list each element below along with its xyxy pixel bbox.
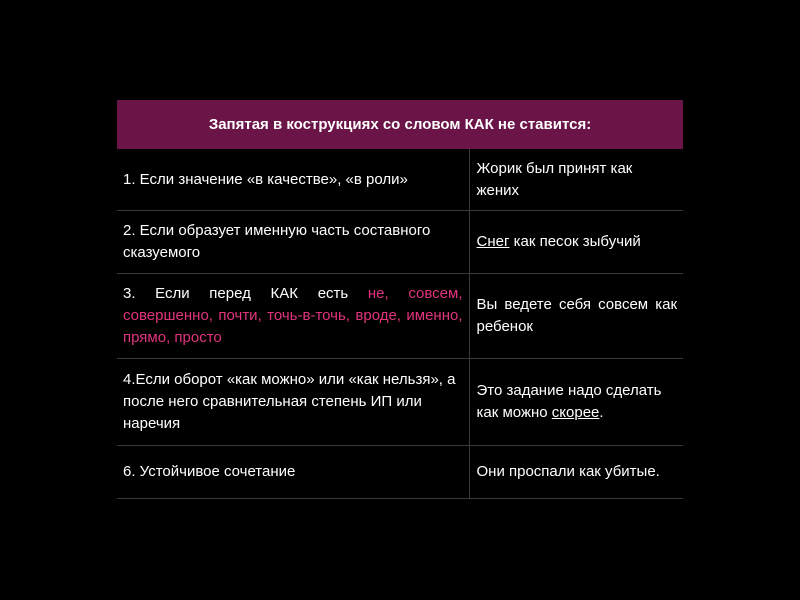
example-text: .	[599, 404, 604, 421]
rule-cell: 4.Если оборот «как можно» или «как нельзя», а после него сравнительная степень ИП или наречия	[117, 359, 469, 446]
example-text: как песок зыбучий	[509, 233, 641, 250]
example-cell: Они проспали как убитые.	[469, 446, 683, 499]
underlined-word: скорее	[551, 404, 600, 421]
table-row	[117, 359, 683, 446]
table-row	[117, 274, 683, 359]
rules-table	[117, 100, 683, 499]
highlighted-words: не, совсем, совершенно, почти, точь-в-точь, вроде, именно, прямо, просто	[123, 285, 463, 346]
underlined-word: Снег	[476, 233, 510, 250]
rule-cell: 6. Устойчивое сочетание	[117, 446, 469, 499]
rule-cell: 1. Если значение «в качестве», «в роли»	[117, 149, 469, 211]
example-cell	[469, 359, 683, 446]
table-row	[117, 211, 683, 274]
rule-cell	[117, 274, 469, 359]
example-cell	[469, 211, 683, 274]
table-row	[117, 149, 683, 211]
table-header-row	[117, 100, 683, 149]
example-cell: Жорик был принят как жених	[469, 149, 683, 211]
table-header: Запятая в кострукциях со словом КАК не ставится:	[117, 100, 683, 149]
example-cell: Вы ведете себя совсем как ребенок	[469, 274, 683, 359]
rule-text: 3. Если перед КАК есть	[123, 285, 368, 302]
example-text: Это задание надо сделать как можно	[476, 382, 662, 421]
rule-cell: 2. Если образует именную часть составного сказуемого	[117, 211, 469, 274]
table-row	[117, 446, 683, 499]
